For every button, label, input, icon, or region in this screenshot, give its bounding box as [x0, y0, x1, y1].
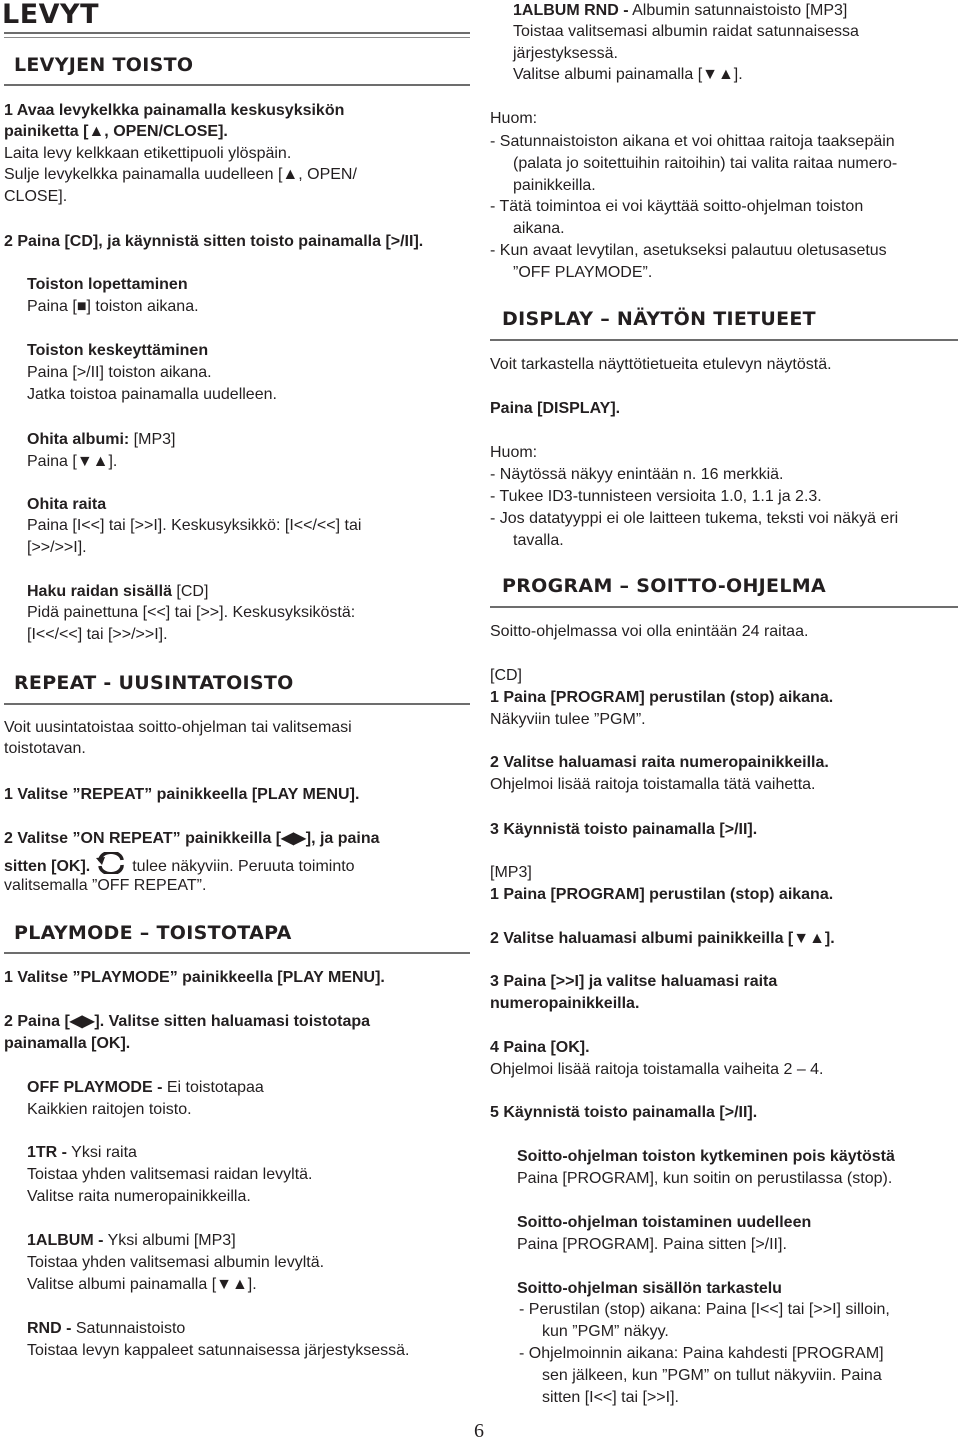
pause-title: Toiston keskeyttäminen: [27, 342, 209, 359]
note2-item-c-2: tavalla.: [513, 532, 564, 549]
cd-step1: 1 Paina [PROGRAM] perustilan (stop) aikana.: [490, 689, 834, 706]
search-title: Haku raidan sisällä [CD]: [27, 583, 209, 600]
step1-line2: painiketta [▲, OPEN/CLOSE].: [4, 123, 228, 140]
note1-item-c-2: ”OFF PLAYMODE”.: [513, 264, 653, 281]
check-item-b-1: - Ohjelmoinnin aikana: Paina kahdesti [PROGRAM]: [519, 1345, 884, 1362]
cd-step2-text: Ohjelmoi lisää raitoja toistamalla tätä vaihetta.: [490, 776, 816, 793]
check-item-a-2: kun ”PGM” näkyy.: [542, 1323, 669, 1340]
playmode-step2-line1: 2 Paina [◀▶]. Valitse sitten haluamasi toistotapa: [4, 1013, 371, 1030]
page-number: 6: [474, 1420, 484, 1442]
mp3-step5: 5 Käynnistä toisto painamalla [>/II].: [490, 1104, 758, 1121]
mode-1album-text-1: Toistaa yhden valitsemasi albumin levyltä.: [27, 1254, 325, 1271]
program-intro: Soitto-ohjelmassa voi olla enintään 24 raitaa.: [490, 623, 809, 640]
display-press: Paina [DISPLAY].: [490, 400, 621, 417]
mp3-step4-text: Ohjelmoi lisää raitoja toistamalla vaiheita 2 – 4.: [490, 1061, 824, 1078]
stop-text: Paina [■] toiston aikana.: [27, 298, 199, 315]
note1-item-b-2: aikana.: [513, 220, 565, 237]
section-title-playmode: PLAYMODE – TOISTOTAPA: [14, 922, 292, 944]
repeat-intro-2: toistotavan.: [4, 740, 86, 757]
cancel-text: Paina [PROGRAM], kun soitin on perustilassa (stop).: [517, 1170, 893, 1187]
title-rule: [4, 32, 470, 34]
pause-text-1: Paina [>/II] toiston aikana.: [27, 364, 212, 381]
cd-step1-text: Näkyviin tulee ”PGM”.: [490, 711, 646, 728]
pause-text-2: Jatka toistoa painamalla uudelleen.: [27, 386, 277, 403]
skip-track-text-2: [>>/>>I].: [27, 539, 87, 556]
mp3-step3-line2: numeropainikkeilla.: [490, 995, 640, 1012]
mp3-step4: 4 Paina [OK].: [490, 1039, 590, 1056]
mp3-tag: [MP3]: [490, 864, 532, 881]
section-rule: [4, 84, 470, 86]
skip-album-text: Paina [▼▲].: [27, 453, 118, 470]
check-item-b-3: sitten [I<<] tai [>>I].: [542, 1389, 679, 1406]
mp3-step2: 2 Valitse haluamasi albumi painikkeilla [▼▲].: [490, 930, 835, 947]
repeat-intro-1: Voit uusintatoistaa soitto-ohjelman tai valitsemasi: [4, 719, 352, 736]
mode-off-title: OFF PLAYMODE - Ei toistotapaa: [27, 1079, 264, 1096]
cd-step3: 3 Käynnistä toisto painamalla [>/II].: [490, 821, 758, 838]
note1-item-a-1: - Satunnaistoiston aikana et voi ohittaa raitoja taaksepäin: [490, 133, 895, 150]
stop-title: Toiston lopettaminen: [27, 276, 188, 293]
mode-1album-text-2: Valitse albumi painamalla [▼▲].: [27, 1276, 257, 1293]
section-rule: [490, 339, 958, 341]
mode-1album-rnd-text-1: Toistaa valitsemasi albumin raidat satunnaisessa: [513, 23, 859, 40]
step2: 2 Paina [CD], ja käynnistä sitten toisto painamalla [>/II].: [4, 233, 424, 250]
note1-title: Huom:: [490, 110, 538, 127]
repeat-step1: 1 Valitse ”REPEAT” painikkeella [PLAY MENU].: [4, 786, 360, 803]
title-rule-thin: [4, 37, 470, 38]
skip-track-text-1: Paina [I<<] tai [>>I]. Keskusyksikkö: [I<</<<] tai: [27, 517, 362, 534]
mode-1tr-text-1: Toistaa yhden valitsemasi raidan levyltä.: [27, 1166, 313, 1183]
section-title-program: PROGRAM – SOITTO-OHJELMA: [502, 575, 826, 597]
search-text-1: Pidä painettuna [<<] tai [>>]. Keskusyksiköstä:: [27, 604, 356, 621]
section-rule: [490, 606, 958, 608]
mode-1album-rnd-text-3: Valitse albumi painamalla [▼▲].: [513, 66, 743, 83]
section-title-display: DISPLAY – NÄYTÖN TIETUEET: [502, 308, 816, 330]
mode-rnd-text: Toistaa levyn kappaleet satunnaisessa järjestyksessä.: [27, 1342, 410, 1359]
mode-1tr-text-2: Valitse raita numeropainikkeilla.: [27, 1188, 251, 1205]
search-text-2: [I<</<<] tai [>>/>>I].: [27, 626, 168, 643]
mp3-step1: 1 Paina [PROGRAM] perustilan (stop) aikana.: [490, 886, 834, 903]
note1-item-a-3: painikkeilla.: [513, 177, 596, 194]
note2-item-c-1: - Jos datatyyppi ei ole laitteen tukema, teksti voi näkyä eri: [490, 510, 899, 527]
repeat-step2-line2: sitten [OK]. tulee näkyviin. Peruuta toiminto: [4, 852, 355, 881]
note2-item-b: - Tukee ID3-tunnisteen versioita 1.0, 1.1 ja 2.3.: [490, 488, 822, 505]
step1-line5: CLOSE].: [4, 188, 68, 205]
section-rule: [4, 703, 470, 705]
mode-1tr-title: 1TR - Yksi raita: [27, 1144, 137, 1161]
mode-1album-title: 1ALBUM - Yksi albumi [MP3]: [27, 1232, 236, 1249]
mode-1album-rnd-text-2: järjestyksessä.: [513, 45, 618, 62]
note1-item-b-1: - Tätä toimintoa ei voi käyttää soitto-ohjelman toiston: [490, 198, 864, 215]
section-rule: [4, 952, 470, 954]
cancel-title: Soitto-ohjelman toiston kytkeminen pois käytöstä: [517, 1148, 895, 1165]
note2-item-a: - Näytössä näkyy enintään n. 16 merkkiä.: [490, 466, 784, 483]
replay-title: Soitto-ohjelman toistaminen uudelleen: [517, 1214, 812, 1231]
mode-rnd-title: RND - Satunnaistoisto: [27, 1320, 186, 1337]
check-item-b-2: sen jälkeen, kun ”PGM” on tullut näkyviin. Paina: [542, 1367, 882, 1384]
note1-item-a-2: (palata jo soitettuihin raitoihin) tai valita raitaa numero-: [513, 155, 898, 172]
cd-tag: [CD]: [490, 667, 522, 684]
cd-step2: 2 Valitse haluamasi raita numeropainikkeilla.: [490, 754, 829, 771]
repeat-step2-line1: 2 Valitse ”ON REPEAT” painikkeilla [◀▶], ja paina: [4, 830, 380, 847]
note2-title: Huom:: [490, 444, 538, 461]
check-title: Soitto-ohjelman sisällön tarkastelu: [517, 1280, 782, 1297]
replay-text: Paina [PROGRAM]. Paina sitten [>/II].: [517, 1236, 787, 1253]
mp3-step3-line1: 3 Paina [>>I] ja valitse haluamasi raita: [490, 973, 778, 990]
mode-off-text: Kaikkien raitojen toisto.: [27, 1101, 192, 1118]
step1-line4: Sulje levykelkka painamalla uudelleen [▲, OPEN/: [4, 166, 357, 183]
display-intro: Voit tarkastella näyttötietueita etulevyn näytöstä.: [490, 356, 832, 373]
step1-line1: 1 Avaa levykelkka painamalla keskusyksikön: [4, 102, 345, 119]
playmode-step2-line2: painamalla [OK].: [4, 1035, 131, 1052]
skip-track-title: Ohita raita: [27, 496, 107, 513]
page-title: LEVYT: [2, 0, 100, 30]
section-title-repeat: REPEAT - UUSINTATOISTO: [14, 672, 294, 694]
playmode-step1: 1 Valitse ”PLAYMODE” painikkeella [PLAY MENU].: [4, 969, 385, 986]
section-title-levyjen-toisto: LEVYJEN TOISTO: [14, 54, 194, 76]
check-item-a-1: - Perustilan (stop) aikana: Paina [I<<] tai [>>I] silloin,: [519, 1301, 890, 1318]
note1-item-c-1: - Kun avaat levytilan, asetukseksi palautuu oletusasetus: [490, 242, 887, 259]
mode-1album-rnd-title: 1ALBUM RND - Albumin satunnaistoisto [MP3]: [513, 2, 848, 19]
repeat-step2-line3: valitsemalla ”OFF REPEAT”.: [4, 877, 207, 894]
step1-line3: Laita levy kelkkaan etikettipuoli ylöspäin.: [4, 145, 292, 162]
skip-album-title: Ohita albumi: [MP3]: [27, 431, 176, 448]
